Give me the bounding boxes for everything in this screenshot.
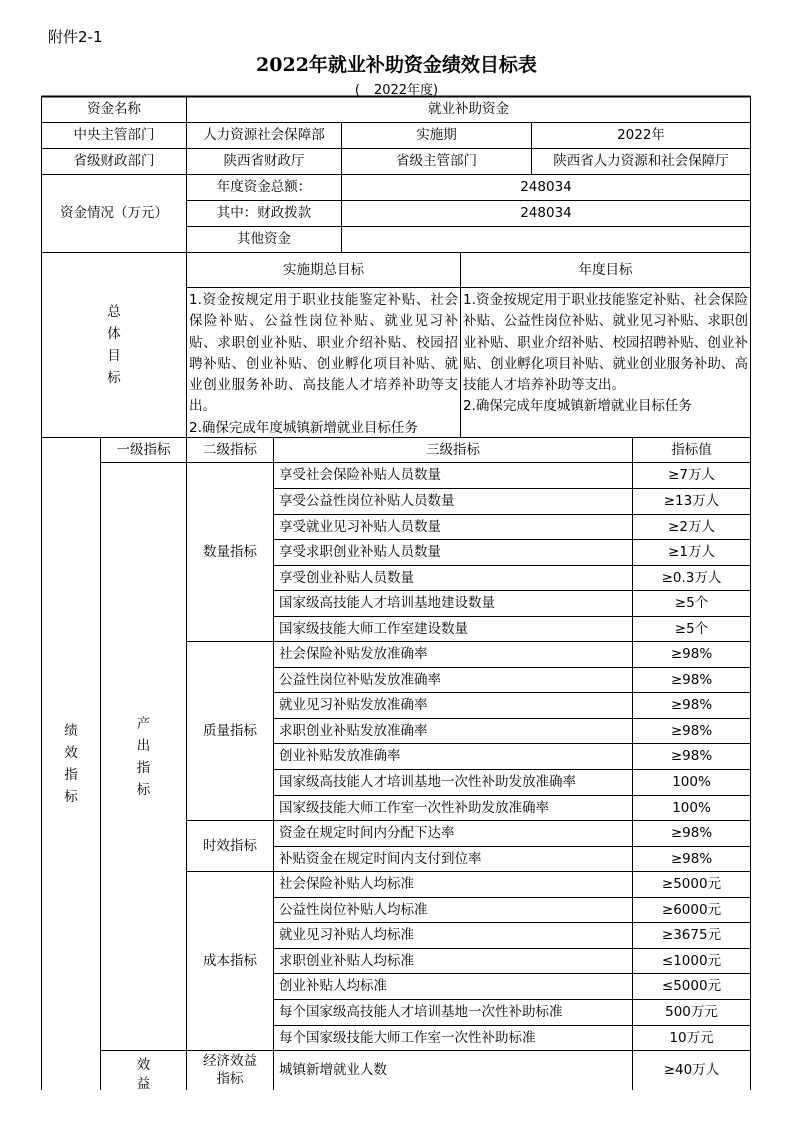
benefit-indicator-label xyxy=(100,1050,187,1090)
indicator-value: ≥98% xyxy=(670,748,713,765)
level3-header: 三级指标 xyxy=(426,441,480,458)
indicator-item: 创业补贴发放准确率 xyxy=(279,748,401,765)
prov-dept-value: 陕西省人力资源和社会保障厅 xyxy=(553,153,729,170)
indicator-value: 500万元 xyxy=(665,1004,718,1021)
indicator-item: 求职创业补贴人均标准 xyxy=(279,952,414,969)
indicator-value: ≥5个 xyxy=(674,595,709,612)
indicator-item: 公益性岗位补贴发放准确率 xyxy=(279,671,441,688)
indicator-item: 公益性岗位补贴人均标准 xyxy=(279,901,428,918)
year-close-paren: ) xyxy=(433,83,439,98)
indicator-value: ≥98% xyxy=(670,850,713,867)
indicator-value: ≥98% xyxy=(670,697,713,714)
economic-benefit-label-line: 指标 xyxy=(216,1071,244,1087)
indicator-value: ≥1万人 xyxy=(668,544,715,561)
perf-label-char: 绩 xyxy=(64,722,78,739)
indicator-value: 100% xyxy=(672,799,711,816)
indicator-value: ≤1000元 xyxy=(661,952,722,969)
cost-indicator-label: 成本指标 xyxy=(203,952,257,969)
indicator-value: ≥0.3万人 xyxy=(661,569,722,586)
overall-goal-label-char: 目 xyxy=(107,348,121,364)
economic-benefit-label-line: 经济效益 xyxy=(203,1053,257,1069)
indicator-value: ≥98% xyxy=(670,825,713,842)
level1-header: 一级指标 xyxy=(116,441,171,458)
value-header: 指标值 xyxy=(671,441,712,458)
prov-finance-label: 省级财政部门 xyxy=(73,153,155,170)
fund-name-value: 就业补助资金 xyxy=(428,101,509,118)
indicator-item: 国家级技能大师工作室一次性补助发放准确率 xyxy=(279,799,549,816)
indicator-item: 社会保险补贴人均标准 xyxy=(279,876,414,893)
period-goal-text: 1.资金按规定用于职业技能鉴定补贴、社会保险补贴、公益性岗位补贴、就业见习补贴、求职创业补贴、职业介绍补贴、校园招聘补贴、创业补贴、创业孵化项目补贴、就业创业服务补助、高技能人才培养补助等支出。 2.确保完成年度城镇新增就业目标任务 xyxy=(189,292,458,436)
period-value: 2022年 xyxy=(617,127,665,144)
indicator-value: ≥5个 xyxy=(674,620,709,637)
funds-fiscal-label: 其中：财政拨款 xyxy=(216,205,312,222)
quantity-indicator-label: 数量指标 xyxy=(203,543,257,560)
indicator-item: 就业见习补贴人均标准 xyxy=(279,927,414,944)
indicator-value: ≥98% xyxy=(670,646,713,663)
output-label-char: 出 xyxy=(136,737,151,754)
indicator-value: ≥40万人 xyxy=(663,1061,720,1078)
indicator-item: 享受求职创业补贴人员数量 xyxy=(279,544,441,561)
prov-dept-label: 省级主管部门 xyxy=(396,153,477,170)
perf-label-char: 标 xyxy=(64,788,78,805)
funds-fiscal-value: 248034 xyxy=(520,205,572,222)
year-value: 2022年度 xyxy=(373,83,434,98)
indicator-item: 享受就业见习补贴人员数量 xyxy=(279,518,441,535)
page-title: 2022年就业补助资金绩效目标表 xyxy=(256,54,537,76)
attachment-label: 附件2-1 xyxy=(48,28,103,46)
indicator-item: 创业补贴人均标准 xyxy=(279,978,387,995)
perf-label-char: 效 xyxy=(64,744,78,761)
benefit-label-char: 益 xyxy=(136,1076,151,1090)
overall-goal-label xyxy=(41,252,187,438)
indicator-value: ≥98% xyxy=(670,671,713,688)
output-label-char: 指 xyxy=(136,759,151,776)
fund-name-label: 资金名称 xyxy=(87,101,141,118)
annual-goal-header: 年度目标 xyxy=(578,261,633,278)
funds-other-label: 其他资金 xyxy=(237,231,291,248)
funds-label: 资金情况（万元） xyxy=(60,205,168,222)
indicator-value: ≥2万人 xyxy=(668,518,715,535)
overall-goal-label-char: 总 xyxy=(107,304,121,320)
funds-other-value xyxy=(341,226,751,253)
output-label-char: 产 xyxy=(136,715,151,732)
indicator-item: 就业见习补贴发放准确率 xyxy=(279,697,428,714)
indicator-item: 享受社会保险补贴人员数量 xyxy=(279,467,441,484)
indicator-item: 每个国家级技能大师工作室一次性补助标准 xyxy=(279,1029,536,1046)
indicator-value: ≥5000元 xyxy=(661,876,722,893)
period-label: 实施期 xyxy=(416,127,457,144)
indicator-value: ≥6000元 xyxy=(661,901,722,918)
indicator-item: 资金在规定时间内分配下达率 xyxy=(279,825,455,842)
indicator-value: 10万元 xyxy=(669,1029,714,1046)
indicator-item: 国家级高技能人才培训基地一次性补助发放准确率 xyxy=(279,774,576,791)
period-goal-header: 实施期总目标 xyxy=(283,261,364,278)
benefit-label-char: 效 xyxy=(136,1057,151,1073)
indicator-value: 100% xyxy=(672,774,711,791)
indicator-value: ≥98% xyxy=(670,722,713,739)
indicator-item: 求职创业补贴发放准确率 xyxy=(279,722,428,739)
overall-goal-label-char: 标 xyxy=(107,370,121,386)
quality-indicator-label: 质量指标 xyxy=(203,722,257,739)
indicator-item: 享受创业补贴人员数量 xyxy=(279,569,414,586)
output-indicator-label xyxy=(100,462,187,1051)
indicator-value: ≥3675元 xyxy=(661,927,722,944)
indicator-item: 社会保险补贴发放准确率 xyxy=(279,646,428,663)
indicator-value: ≤5000元 xyxy=(661,978,722,995)
indicator-item: 国家级高技能人才培训基地建设数量 xyxy=(279,595,495,612)
indicator-value: ≥13万人 xyxy=(663,493,720,510)
year-open-paren: ( xyxy=(354,83,360,98)
perf-label-char: 指 xyxy=(64,766,78,783)
output-label-char: 标 xyxy=(136,781,151,798)
funds-total-label: 年度资金总额： xyxy=(216,179,312,196)
annual-goal-text: 1.资金按规定用于职业技能鉴定补贴、社会保险补贴、公益性岗位补贴、就业见习补贴、求职创业补贴、职业介绍补贴、校园招聘补贴、创业补贴、创业孵化项目补贴、就业创业服务补助、高技能人才培养补助等支出。 2.确保完成年度城镇新增就业目标任务 xyxy=(463,292,748,415)
indicator-item: 享受公益性岗位补贴人员数量 xyxy=(279,493,455,510)
indicator-value: ≥7万人 xyxy=(668,467,715,484)
indicator-item: 每个国家级高技能人才培训基地一次性补助标准 xyxy=(279,1004,563,1021)
central-dept-value: 人力资源社会保障部 xyxy=(203,127,325,144)
indicator-item: 城镇新增就业人数 xyxy=(279,1061,387,1078)
level2-header: 二级指标 xyxy=(203,441,257,458)
overall-goal-label-char: 体 xyxy=(107,326,121,342)
central-dept-label: 中央主管部门 xyxy=(73,127,155,144)
economic-benefit-label xyxy=(186,1050,274,1090)
funds-total-value: 248034 xyxy=(520,179,572,196)
prov-finance-value: 陕西省财政厅 xyxy=(223,153,305,170)
timeliness-indicator-label: 时效指标 xyxy=(203,837,257,854)
indicator-item: 补贴资金在规定时间内支付到位率 xyxy=(279,850,482,867)
perf-indicator-label xyxy=(41,437,101,1090)
indicator-item: 国家级技能大师工作室建设数量 xyxy=(279,620,468,637)
